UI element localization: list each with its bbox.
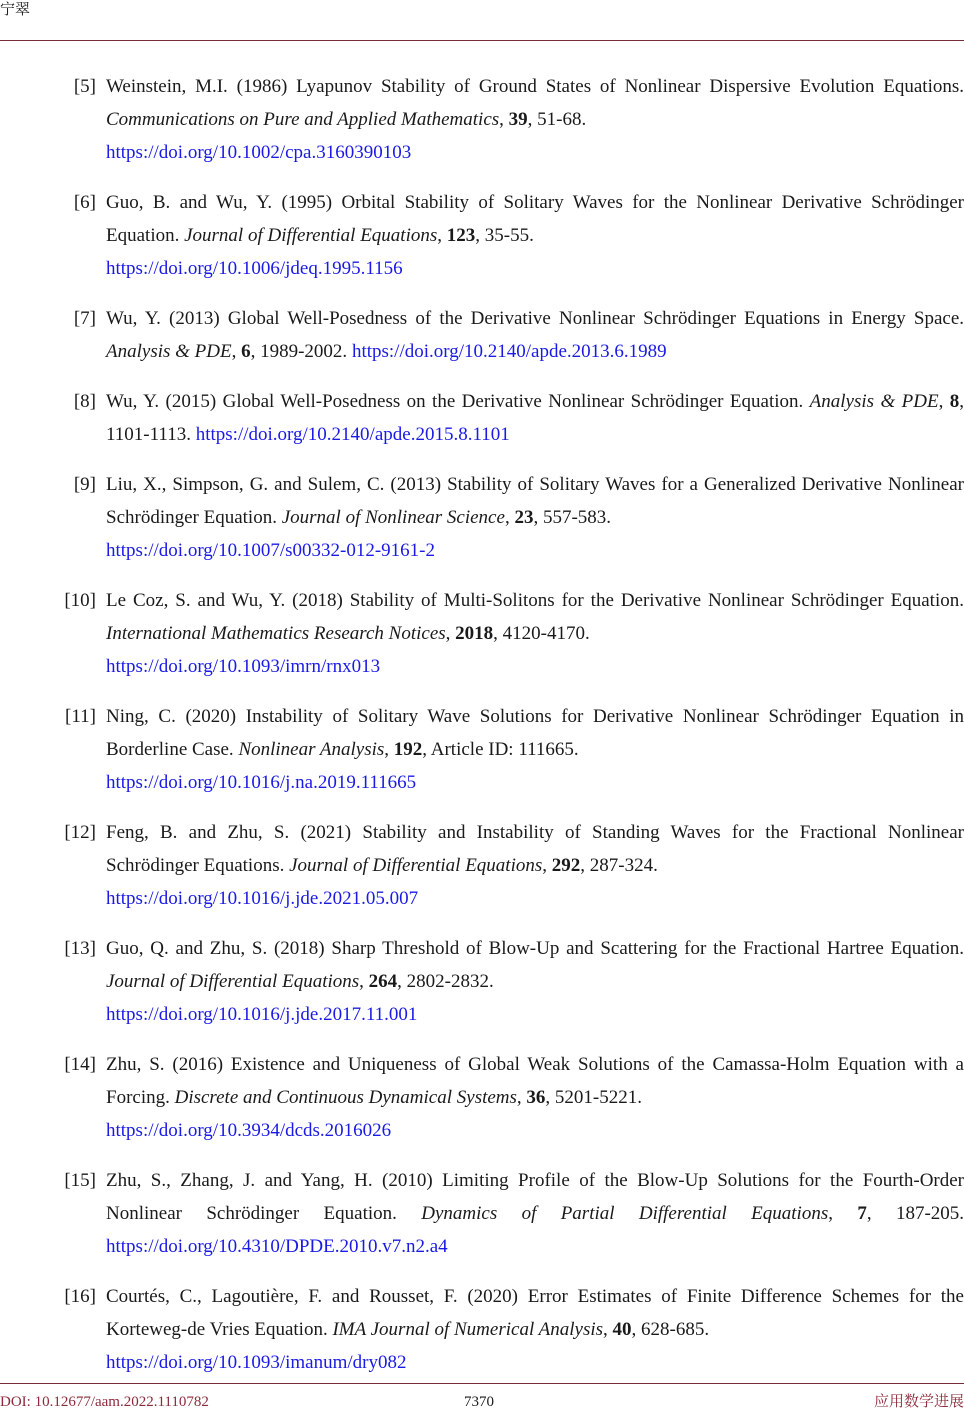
reference-separator: , (231, 341, 242, 362)
reference-entry (0, 302, 964, 368)
reference-doi-link[interactable]: https://doi.org/10.2140/apde.2013.6.1989 (351, 341, 667, 362)
reference-separator: , (542, 855, 552, 876)
reference-authors-title: Zhu, S., Zhang, J. and Yang, H. (2010) Limiting Profile of the Blow-Up Solutions for the Fourth-Order Nonlinear Schrödinger Equation. (106, 1170, 964, 1224)
header-rule (0, 40, 964, 41)
reference-volume: 6 (241, 341, 251, 362)
reference-number: [7] (73, 308, 96, 329)
reference-body (106, 302, 964, 368)
footer-journal-name: 应用数学进展 (873, 1394, 964, 1410)
reference-doi-link[interactable]: https://doi.org/10.1006/jdeq.1995.1156 (106, 258, 403, 279)
reference-doi-link[interactable]: https://doi.org/10.2140/apde.2015.8.1101 (195, 424, 510, 445)
reference-pages: , 187-205. (866, 1203, 964, 1224)
reference-number: [10] (64, 590, 96, 611)
reference-pages: , 2802-2832. (397, 971, 494, 992)
reference-doi-link[interactable]: https://doi.org/10.1016/j.jde.2017.11.001 (106, 1004, 418, 1025)
reference-journal: Discrete and Continuous Dynamical Systems (174, 1087, 517, 1108)
reference-number: [8] (73, 391, 96, 412)
reference-volume: 2018 (455, 623, 494, 644)
footer-rule (0, 1383, 964, 1384)
reference-number: [12] (64, 822, 96, 843)
reference-journal: International Mathematics Research Notices (106, 623, 446, 644)
reference-entry (0, 700, 964, 799)
reference-volume: 7 (857, 1203, 867, 1224)
reference-number: [5] (73, 76, 96, 97)
reference-doi-link[interactable]: https://doi.org/10.1093/imrn/rnx013 (106, 656, 381, 677)
reference-authors-title: Zhu, S. (2016) Existence and Uniqueness of Global Weak Solutions of the Camassa-Holm Equation with a Forcing. (106, 1054, 964, 1108)
reference-separator: , (504, 507, 515, 528)
reference-pages: , 557-583. (533, 507, 612, 528)
reference-journal: IMA Journal of Numerical Analysis (332, 1319, 604, 1340)
reference-number: [14] (64, 1054, 96, 1075)
reference-separator: , (384, 739, 394, 760)
reference-number: [11] (65, 706, 96, 727)
reference-pages: , 1989-2002. (250, 341, 352, 362)
reference-doi-link[interactable]: https://doi.org/10.4310/DPDE.2010.v7.n2.a4 (106, 1236, 448, 1257)
reference-doi-link[interactable]: https://doi.org/10.1002/cpa.3160390103 (106, 142, 412, 163)
reference-entry (0, 70, 964, 169)
reference-entry (0, 385, 964, 451)
reference-pages: , 35-55. (475, 225, 534, 246)
reference-separator: , (516, 1087, 527, 1108)
reference-volume: 8 (949, 391, 960, 412)
reference-volume: 36 (526, 1087, 546, 1108)
reference-journal: Journal of Differential Equations (106, 971, 360, 992)
reference-volume: 39 (508, 109, 528, 130)
reference-entry (0, 932, 964, 1031)
reference-body (106, 700, 964, 799)
reference-volume: 123 (446, 225, 476, 246)
reference-separator: , (499, 109, 509, 130)
reference-pages: , 51-68. (527, 109, 587, 130)
reference-authors-title: Guo, B. and Wu, Y. (1995) Orbital Stability of Solitary Waves for the Nonlinear Derivative Schrödinger Equation. (106, 192, 964, 246)
reference-pages: , 628-685. (631, 1319, 710, 1340)
reference-authors-title: Guo, Q. and Zhu, S. (2018) Sharp Threshold of Blow-Up and Scattering for the Fractional Hartree Equation. (106, 938, 964, 959)
reference-journal: Journal of Differential Equations (289, 855, 543, 876)
reference-doi-link[interactable]: https://doi.org/10.1016/j.jde.2021.05.007 (106, 888, 419, 909)
reference-authors-title: Courtés, C., Lagoutière, F. and Rousset, F. (2020) Error Estimates of Finite Difference Schemes for the Korteweg-de Vries Equation. (106, 1286, 964, 1340)
reference-body (106, 816, 964, 915)
reference-number: [9] (73, 474, 96, 495)
reference-volume: 40 (612, 1319, 632, 1340)
reference-volume: 264 (368, 971, 398, 992)
reference-separator: , (359, 971, 369, 992)
reference-separator: , (445, 623, 456, 644)
reference-list (0, 70, 964, 1396)
reference-doi-link[interactable]: https://doi.org/10.1016/j.na.2019.111665 (106, 772, 417, 793)
reference-body (106, 932, 964, 1031)
reference-body (106, 186, 964, 285)
reference-authors-title: Le Coz, S. and Wu, Y. (2018) Stability of Multi-Solitons for the Derivative Nonlinear Schrödinger Equation. (106, 590, 964, 611)
footer-doi: DOI: 10.12677/aam.2022.1110782 (0, 1394, 209, 1410)
reference-volume: 192 (393, 739, 423, 760)
reference-doi-link[interactable]: https://doi.org/10.1093/imanum/dry082 (106, 1352, 407, 1373)
reference-entry (0, 584, 964, 683)
reference-pages: , 287-324. (580, 855, 658, 876)
reference-pages: , Article ID: 111665. (422, 739, 579, 760)
reference-authors-title: Liu, X., Simpson, G. and Sulem, C. (2013) Stability of Solitary Waves for a Generalized Derivative Nonlinear Schrödinger Equation. (106, 474, 964, 528)
reference-entry (0, 468, 964, 567)
reference-entry (0, 1048, 964, 1147)
reference-journal: Analysis & PDE (809, 391, 939, 412)
reference-number: [16] (64, 1286, 96, 1307)
reference-body (106, 385, 964, 451)
reference-separator: , (938, 391, 950, 412)
reference-pages: , 4120-4170. (493, 623, 590, 644)
reference-body (106, 468, 964, 567)
reference-body (106, 1048, 964, 1147)
reference-separator: , (828, 1203, 858, 1224)
reference-authors-title: Wu, Y. (2013) Global Well-Posedness of the Derivative Nonlinear Schrödinger Equations in Energy Space. (106, 308, 964, 329)
reference-body (106, 70, 964, 169)
footer-page-number: 7370 (464, 1394, 494, 1410)
reference-separator: , (603, 1319, 613, 1340)
reference-number: [15] (64, 1170, 96, 1191)
reference-body (106, 1164, 964, 1263)
reference-entry (0, 816, 964, 915)
reference-doi-link[interactable]: https://doi.org/10.1007/s00332-012-9161-2 (106, 540, 435, 561)
reference-authors-title: Ning, C. (2020) Instability of Solitary Wave Solutions for Derivative Nonlinear Schrödinger Equation in Borderline Case. (106, 706, 964, 760)
reference-separator: , (437, 225, 447, 246)
reference-pages: , 5201-5221. (545, 1087, 642, 1108)
reference-doi-link[interactable]: https://doi.org/10.3934/dcds.2016026 (106, 1120, 392, 1141)
reference-authors-title: Wu, Y. (2015) Global Well-Posedness on the Derivative Nonlinear Schrödinger Equation. (106, 391, 810, 412)
reference-entry (0, 186, 964, 285)
reference-entry (0, 1280, 964, 1379)
reference-body (106, 1280, 964, 1379)
reference-entry (0, 1164, 964, 1263)
reference-number: [6] (73, 192, 96, 213)
reference-authors-title: Weinstein, M.I. (1986) Lyapunov Stability of Ground States of Nonlinear Dispersive Evolution Equations. (106, 76, 964, 97)
reference-journal: Journal of Nonlinear Science (281, 507, 505, 528)
reference-body (106, 584, 964, 683)
reference-journal: Dynamics of Partial Differential Equations (421, 1203, 829, 1224)
reference-volume: 292 (551, 855, 581, 876)
reference-journal: Journal of Differential Equations (184, 225, 438, 246)
reference-journal: Communications on Pure and Applied Mathematics (106, 109, 500, 130)
reference-authors-title: Feng, B. and Zhu, S. (2021) Stability and Instability of Standing Waves for the Fractional Nonlinear Schrödinger Equations. (106, 822, 964, 876)
reference-journal: Nonlinear Analysis (238, 739, 385, 760)
running-header-author: 宁翠 (0, 0, 31, 18)
reference-number: [13] (64, 938, 96, 959)
reference-pages: , 1101-1113. (106, 391, 964, 445)
reference-journal: Analysis & PDE (106, 341, 232, 362)
reference-volume: 23 (514, 507, 534, 528)
